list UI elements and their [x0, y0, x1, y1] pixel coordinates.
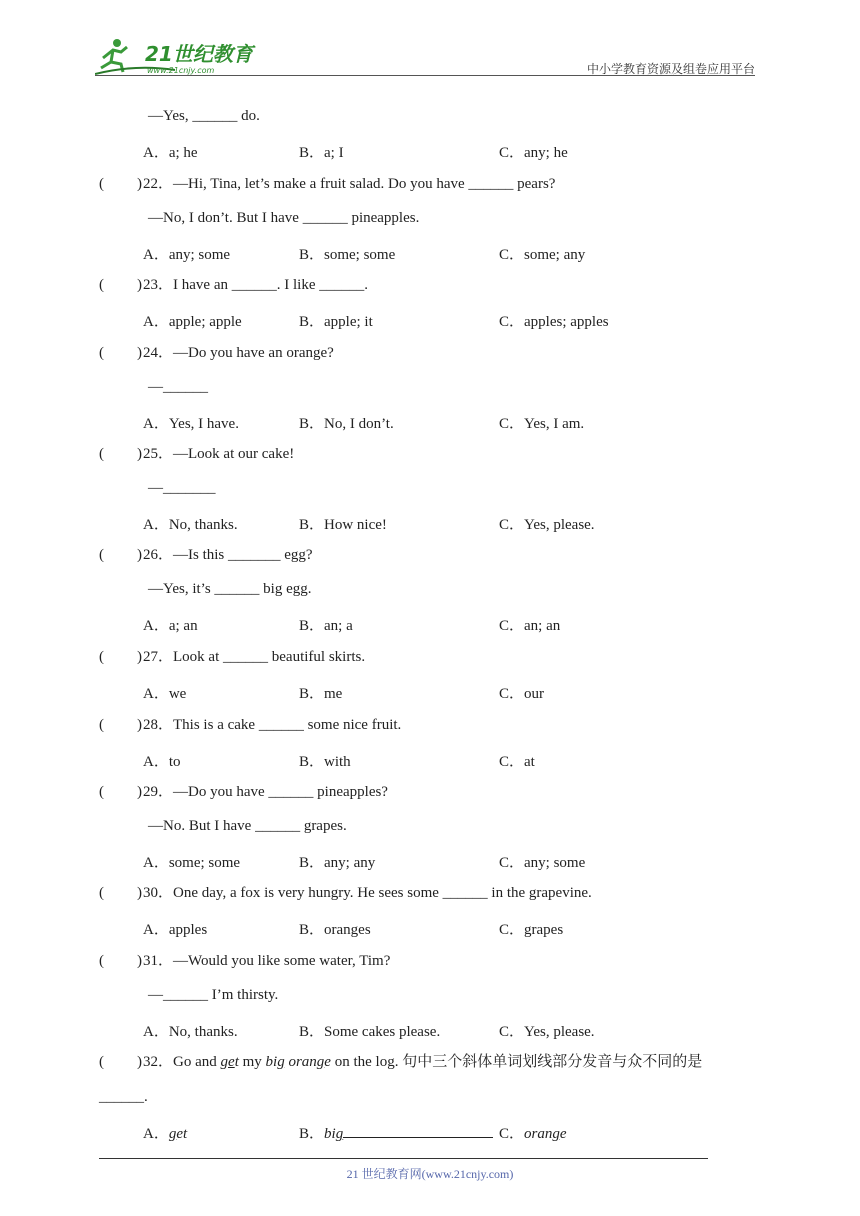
- answer-paren-open: (: [99, 547, 104, 563]
- answer-paren-open: (: [99, 717, 104, 733]
- option-a: A．any; some: [143, 247, 231, 263]
- question-number: 24: [143, 345, 158, 361]
- option-c: C．an; an: [499, 618, 561, 634]
- option-b: B．some; some: [299, 247, 396, 263]
- answer-paren-open: (: [99, 784, 104, 800]
- option-b: B．Some cakes please.: [299, 1024, 441, 1040]
- answer-paren-close: ): [137, 277, 142, 293]
- question-stem: 32．Go and get my big orange on the log. 句中三个斜体单词划线部分发音与众不同的是: [143, 1054, 703, 1070]
- answer-paren-close: ): [137, 953, 142, 969]
- answer-paren-open: (: [99, 277, 104, 293]
- answer-paren-open: (: [99, 446, 104, 462]
- question-stem: 28．This is a cake ______ some nice fruit.: [143, 717, 402, 733]
- blank-line: [343, 1123, 493, 1138]
- answer-line: —Yes, it’s ______ big egg.: [148, 581, 312, 597]
- question-number: 22: [143, 176, 158, 192]
- option-a: A．apple; apple: [143, 314, 242, 330]
- answer-line: —______ I’m thirsty.: [148, 987, 279, 1003]
- option-c: C．some; any: [499, 247, 586, 263]
- word-get: get: [220, 1054, 239, 1070]
- question-stem: 29．—Do you have ______ pineapples?: [143, 784, 388, 800]
- option-c: C．any; he: [499, 145, 568, 161]
- footer-divider: [99, 1158, 708, 1159]
- question-number: 31: [143, 953, 158, 969]
- answer-paren-close: ): [137, 885, 142, 901]
- top-answer-line: —Yes, ______ do.: [148, 108, 260, 124]
- option-c: C．apples; apples: [499, 314, 609, 330]
- answer-paren-close: ): [137, 649, 142, 665]
- option-a: A．we: [143, 686, 187, 702]
- svg-text:21世纪教育: 21世纪教育: [145, 42, 253, 66]
- svg-text:www.21cnjy.com: www.21cnjy.com: [147, 66, 215, 75]
- question-number: 25: [143, 446, 158, 462]
- answer-paren-close: ): [137, 1054, 142, 1070]
- option-c: C．Yes, please.: [499, 1024, 595, 1040]
- header-tagline: 中小学教育资源及组卷应用平台: [586, 62, 755, 76]
- option-b: B．a; I: [299, 145, 344, 161]
- answer-paren-close: ): [137, 717, 142, 733]
- option-b: B．big: [299, 1122, 493, 1143]
- question-stem: 22．—Hi, Tina, let’s make a fruit salad. Do you have ______ pears?: [143, 176, 556, 192]
- option-a: A．No, thanks.: [143, 517, 238, 533]
- answer-line: —______: [148, 379, 208, 395]
- site-logo: [95, 36, 260, 76]
- answer-paren-open: (: [99, 176, 104, 192]
- question-number: 26: [143, 547, 158, 563]
- answer-paren-close: ): [137, 176, 142, 192]
- page-footer: 21 世纪教育网(www.21cnjy.com): [346, 1167, 514, 1181]
- question-stem: 23．I have an ______. I like ______.: [143, 277, 368, 293]
- question-stem: 31．—Would you like some water, Tim?: [143, 953, 391, 969]
- question-number: 32: [143, 1054, 158, 1070]
- answer-paren-close: ): [137, 784, 142, 800]
- option-a: A．a; he: [143, 145, 198, 161]
- question-stem: 27．Look at ______ beautiful skirts.: [143, 649, 366, 665]
- answer-paren-open: (: [99, 1054, 104, 1070]
- question-number: 29: [143, 784, 158, 800]
- option-b: B．oranges: [299, 922, 371, 938]
- answer-paren-close: ): [137, 446, 142, 462]
- option-a: A．Yes, I have.: [143, 416, 239, 432]
- option-b: B．an; a: [299, 618, 353, 634]
- option-a: A．a; an: [143, 618, 198, 634]
- option-a: A．No, thanks.: [143, 1024, 238, 1040]
- question-stem: 26．—Is this _______ egg?: [143, 547, 313, 563]
- word-big: big: [265, 1054, 285, 1070]
- option-b: B．How nice!: [299, 517, 387, 533]
- question-stem-continued: ______.: [99, 1089, 148, 1105]
- answer-line: —No. But I have ______ grapes.: [148, 818, 347, 834]
- option-c: C．Yes, I am.: [499, 416, 585, 432]
- page-header: [95, 34, 755, 78]
- option-c: C．Yes, please.: [499, 517, 595, 533]
- answer-paren-close: ): [137, 345, 142, 361]
- answer-paren-open: (: [99, 345, 104, 361]
- option-b: B．apple; it: [299, 314, 373, 330]
- answer-paren-close: ): [137, 547, 142, 563]
- answer-paren-open: (: [99, 649, 104, 665]
- option-b: B．any; any: [299, 855, 376, 871]
- option-c: C．at: [499, 754, 535, 770]
- question-stem: 24．—Do you have an orange?: [143, 345, 334, 361]
- word-orange: orange: [288, 1054, 331, 1070]
- option-c: C．orange: [499, 1126, 567, 1142]
- option-c: C．any; some: [499, 855, 586, 871]
- header-divider: [95, 75, 755, 76]
- answer-paren-open: (: [99, 953, 104, 969]
- question-number: 27: [143, 649, 158, 665]
- option-c: C．our: [499, 686, 545, 702]
- question-number: 30: [143, 885, 158, 901]
- option-c: C．grapes: [499, 922, 564, 938]
- question-number: 28: [143, 717, 158, 733]
- question-stem: 25．—Look at our cake!: [143, 446, 295, 462]
- option-b: B．me: [299, 686, 343, 702]
- answer-line: —_______: [148, 480, 216, 496]
- option-a: A．apples: [143, 922, 208, 938]
- question-number: 23: [143, 277, 158, 293]
- answer-paren-open: (: [99, 885, 104, 901]
- answer-line: —No, I don’t. But I have ______ pineapples.: [148, 210, 420, 226]
- option-a: A．get: [143, 1126, 188, 1142]
- option-b: B．No, I don’t.: [299, 416, 394, 432]
- option-a: A．to: [143, 754, 181, 770]
- question-stem: 30．One day, a fox is very hungry. He sees some ______ in the grapevine.: [143, 885, 592, 901]
- option-b: B．with: [299, 754, 351, 770]
- option-a: A．some; some: [143, 855, 241, 871]
